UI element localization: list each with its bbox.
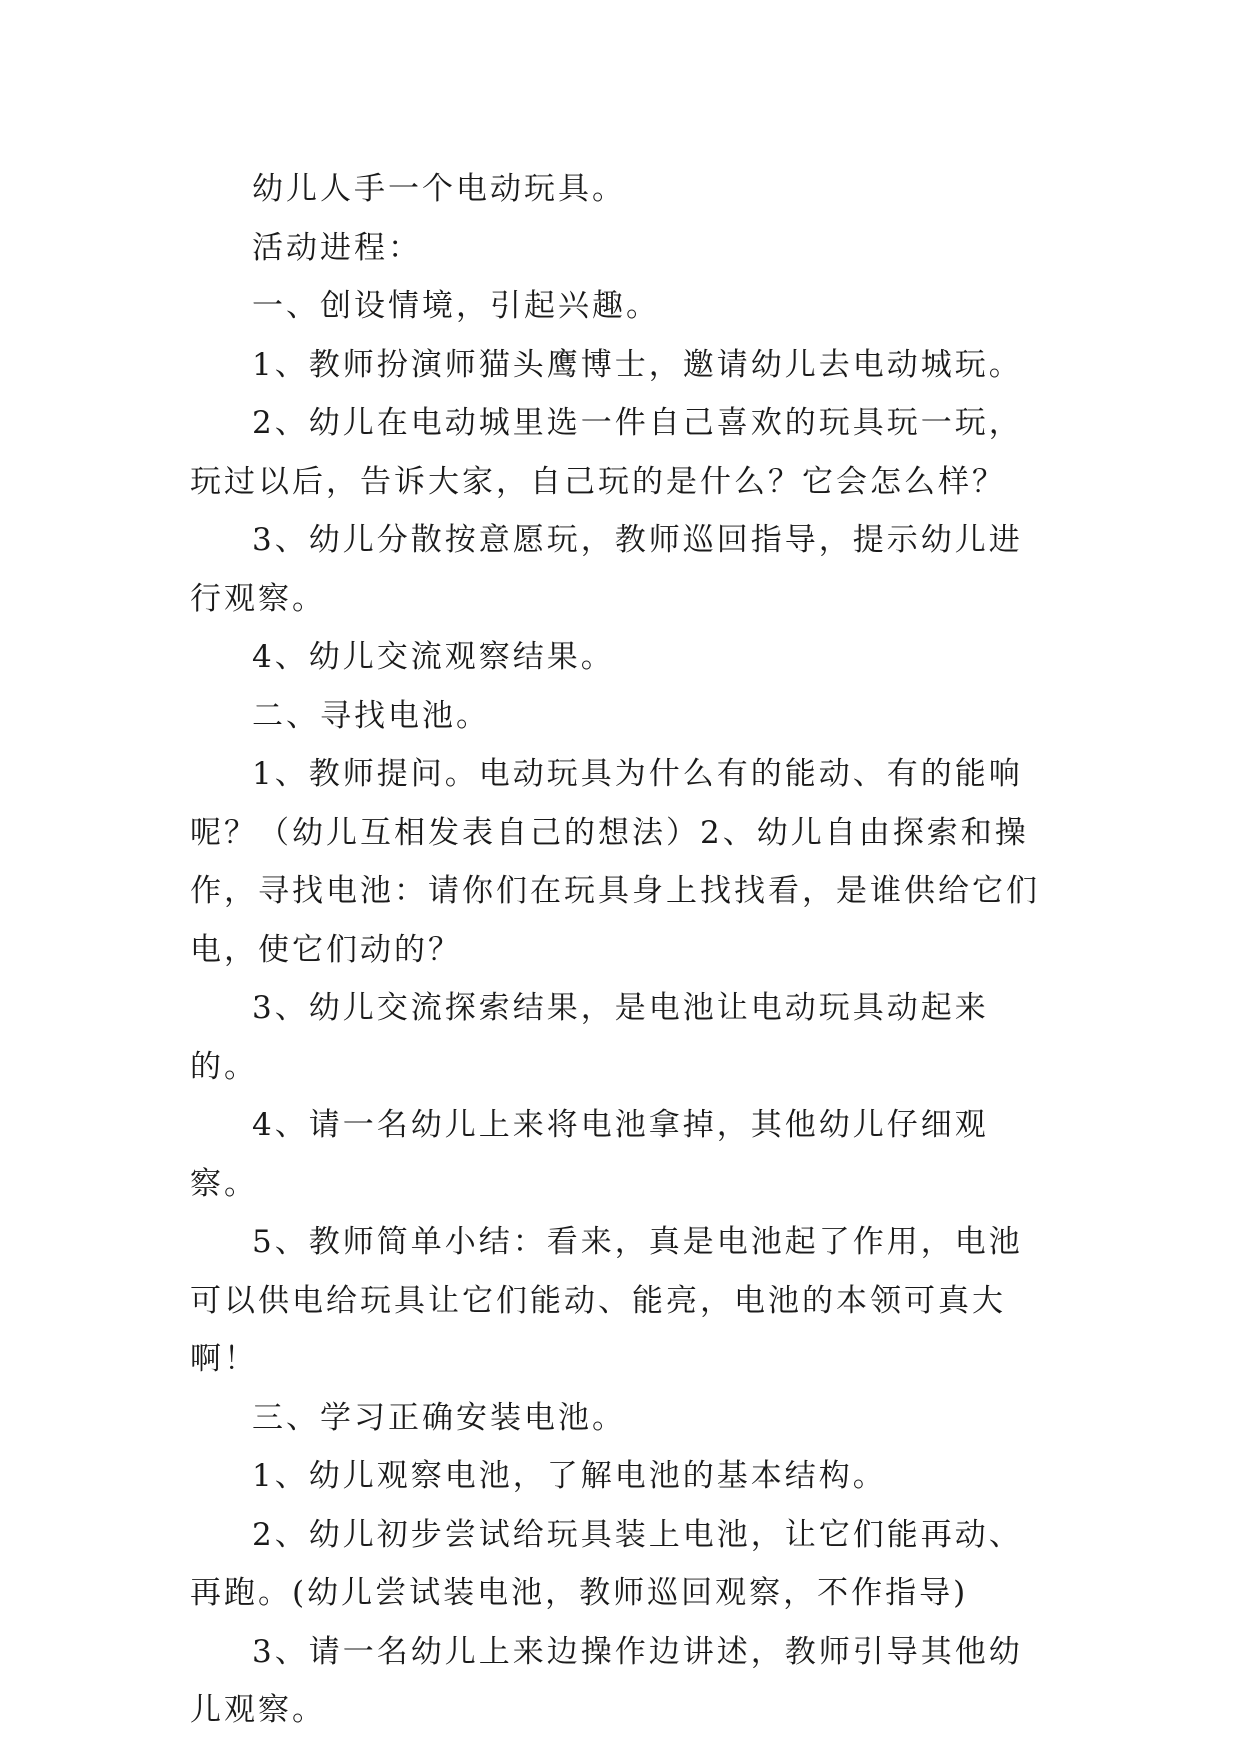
paragraph-3-3: 3、请一名幼儿上来边操作边讲述，教师引导其他幼儿观察。 bbox=[190, 1633, 1023, 1728]
paragraph-1-4: 4、幼儿交流观察结果。 bbox=[252, 639, 615, 675]
paragraph-1-1: 1、教师扮演师猫头鹰博士，邀请幼儿去电动城玩。 bbox=[252, 346, 1023, 383]
paragraph-3-1: 1、幼儿观察电池，了解电池的基本结构。 bbox=[252, 1458, 887, 1494]
paragraph-materials: 幼儿人手一个电动玩具。 bbox=[252, 171, 626, 207]
document-body bbox=[190, 160, 1050, 1740]
paragraph-2-5: 5、教师简单小结：看来，真是电池起了作用，电池可以供电给玩具让它们能动、能亮，电池的本领可真大啊！ bbox=[190, 1224, 1023, 1377]
section-heading-3: 三、学习正确安装电池。 bbox=[252, 1399, 626, 1436]
paragraph-3-2: 2、幼儿初步尝试给玩具装上电池，让它们能再动、再跑。(幼儿尝试装电池，教师巡回观察，不作指导) bbox=[190, 1516, 1023, 1611]
section-heading-1: 一、创设情境，引起兴趣。 bbox=[252, 288, 660, 324]
paragraph-2-1: 1、教师提问。电动玩具为什么有的能动、有的能响呢？（幼儿互相发表自己的想法）2、幼儿自由探索和操作，寻找电池：请你们在玩具身上找找看，是谁供给它们电，使它们动的？ bbox=[190, 756, 1040, 968]
section-heading-2: 二、寻找电池。 bbox=[252, 697, 490, 734]
paragraph-2-3: 3、幼儿交流探索结果，是电池让电动玩具动起来的。 bbox=[190, 990, 989, 1085]
paragraph-process-heading: 活动进程： bbox=[252, 229, 422, 266]
paragraph-1-2: 2、幼儿在电动城里选一件自己喜欢的玩具玩一玩，玩过以后，告诉大家，自己玩的是什么？它会怎么样？ bbox=[190, 405, 1023, 500]
paragraph-2-4: 4、请一名幼儿上来将电池拿掉，其他幼儿仔细观察。 bbox=[190, 1107, 989, 1202]
paragraph-1-3: 3、幼儿分散按意愿玩，教师巡回指导，提示幼儿进行观察。 bbox=[190, 522, 1023, 617]
